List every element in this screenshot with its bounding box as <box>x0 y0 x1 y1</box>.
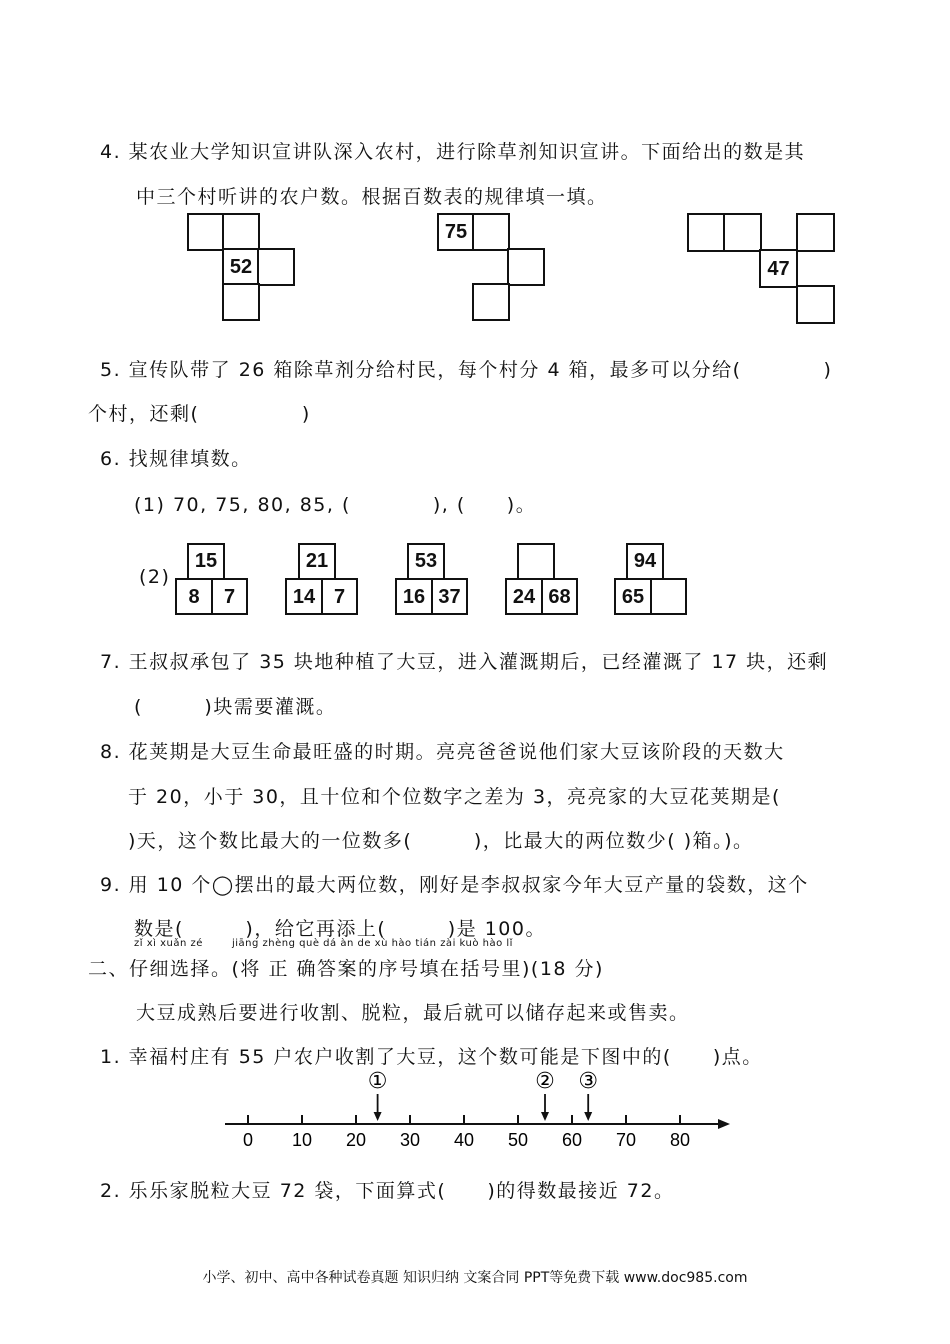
triangle-left-value: 24 <box>512 586 536 608</box>
q6-part1: (1) 70, 75, 80, 85, ( ), ( )。 <box>134 494 537 516</box>
mc1-question: 1. 幸福村庄有 55 户农户收割了大豆，这个数可能是下图中的( )点。 <box>100 1046 763 1068</box>
triangle-top-value: 94 <box>633 550 657 572</box>
triangle-right-value: 7 <box>223 586 236 608</box>
q8-line2: 于 20，小于 30，且十位和个位数字之差为 3，亮亮家的大豆花荚期是( <box>128 786 781 808</box>
number-line-tick-label: 40 <box>453 1130 475 1150</box>
grid-value: 47 <box>767 258 790 280</box>
number-line-tick-label: 60 <box>561 1130 583 1150</box>
number-line-marker-label: ② <box>535 1070 555 1094</box>
grid-cell <box>187 213 225 251</box>
grid-cell <box>723 213 762 252</box>
q8-line1: 8. 花荚期是大豆生命最旺盛的时期。亮亮爸爸说他们家大豆该阶段的天数大 <box>100 741 785 763</box>
q8-line3: )天，这个数比最大的一位数多( )，比最大的两位数少( )箱。)。 <box>128 830 754 852</box>
triangle-top-value: 21 <box>305 550 329 572</box>
triangle-left-value: 16 <box>402 586 426 608</box>
number-line-marker-arrowhead <box>584 1112 592 1121</box>
q5-line2: 个村，还剩( ) <box>88 403 311 425</box>
number-line-tick-label: 50 <box>507 1130 529 1150</box>
triangle-left-value: 14 <box>292 586 316 608</box>
grid-value: 75 <box>444 221 468 243</box>
number-line <box>0 1070 950 1150</box>
triangle-top-value: 15 <box>194 550 218 572</box>
q6-part2-label: (2) <box>139 566 171 588</box>
grid-value: 52 <box>229 256 253 278</box>
grid-cell <box>796 285 835 324</box>
number-line-tick-label: 30 <box>399 1130 421 1150</box>
number-line-tick-label: 0 <box>242 1130 254 1150</box>
triangle-right-value: 37 <box>438 586 461 608</box>
triangle-top-cell <box>517 543 555 580</box>
q7-line1: 7. 王叔叔承包了 35 块地种植了大豆，进入灌溉期后，已经灌溉了 17 块，还剩 <box>100 651 829 673</box>
grid-cell <box>472 283 510 321</box>
number-line-tick-label: 20 <box>345 1130 367 1150</box>
q9-line2: 数是( )，给它再添上( )是 100。 <box>134 918 546 940</box>
q4-line1: 4. 某农业大学知识宣讲队深入农村，进行除草剂知识宣讲。下面给出的数是其 <box>100 141 806 163</box>
section2-intro: 大豆成熟后要进行收割、脱粒，最后就可以储存起来或售卖。 <box>136 1002 690 1024</box>
q7-line2: ( )块需要灌溉。 <box>134 696 337 718</box>
q5-line1: 5. 宣传队带了 26 箱除草剂分给村民，每个村分 4 箱，最多可以分给( ) <box>100 359 833 381</box>
pinyin-annotation-a: zǐ xì xuǎn zé <box>134 938 203 949</box>
q4-line2: 中三个村听讲的农户数。根据百数表的规律填一填。 <box>136 186 608 208</box>
triangle-right-cell <box>650 578 687 615</box>
number-line-tick-label: 10 <box>291 1130 313 1150</box>
section2-title: 二、仔细选择。(将 正 确答案的序号填在括号里)(18 分) <box>88 958 604 980</box>
number-line-marker-label: ① <box>367 1070 388 1094</box>
number-line-arrowhead <box>718 1119 730 1129</box>
triangle-left-value: 65 <box>621 586 645 608</box>
number-line-tick-label: 70 <box>615 1130 637 1150</box>
grid-cell <box>687 213 726 252</box>
number-line-marker-arrowhead <box>374 1112 382 1121</box>
triangle-right-value: 68 <box>548 586 571 608</box>
grid-cell <box>796 213 835 252</box>
number-line-marker-arrowhead <box>541 1112 549 1121</box>
pinyin-annotation-b: jiāng zhèng què dá àn de xù hào tián zài kuò hào lǐ <box>232 938 513 949</box>
triangle-right-value: 7 <box>333 586 346 608</box>
grid-cell <box>472 213 510 251</box>
grid-cell <box>222 283 260 321</box>
grid-cell <box>257 248 295 286</box>
mc2-question: 2. 乐乐家脱粒大豆 72 袋，下面算式( )的得数最接近 72。 <box>100 1180 675 1202</box>
number-line-marker-label: ③ <box>578 1070 599 1094</box>
q9-line1: 9. 用 10 个◯摆出的最大两位数，刚好是李叔叔家今年大豆产量的袋数，这个 <box>100 874 809 896</box>
triangle-left-value: 8 <box>188 586 200 608</box>
number-line-tick-label: 80 <box>669 1130 691 1150</box>
q6-title: 6. 找规律填数。 <box>100 448 252 470</box>
grid-cell <box>507 248 545 286</box>
grid-cell <box>222 213 260 251</box>
footer-text: 小学、初中、高中各种试卷真题 知识归纳 文案合同 PPT等免费下载 www.doc985.com <box>202 1270 748 1286</box>
triangle-top-value: 53 <box>414 550 438 572</box>
